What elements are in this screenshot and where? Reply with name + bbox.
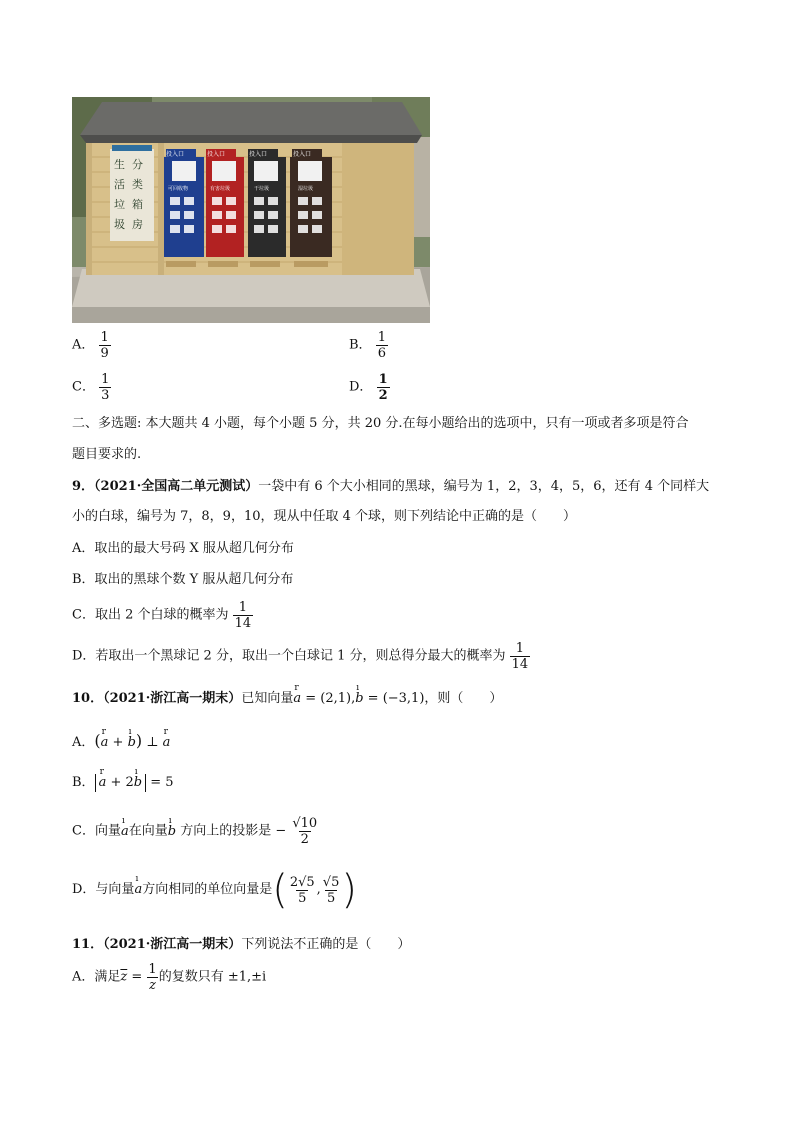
denominator: 3 — [101, 388, 110, 403]
question-number: 9． — [72, 479, 95, 494]
bin-label-3: 投入口 — [249, 151, 268, 158]
denominator: z — [149, 978, 156, 993]
numerator: √10 — [292, 816, 318, 831]
numerator: 1 — [238, 600, 248, 615]
magnitude — [95, 774, 147, 792]
sign-char: 分 — [132, 158, 143, 171]
q10-stem — [72, 690, 502, 708]
denominator: 14 — [511, 657, 529, 672]
q10-option-b — [72, 774, 174, 792]
q9-stem-line2: 小的白球，编号为 7，8，9，10，现从中任取 4 个球，则下列结论中正确的是（ ） — [72, 509, 577, 524]
sign-char: 圾 — [114, 218, 125, 231]
denominator: 5 — [326, 890, 336, 906]
vector-a: ı a — [134, 881, 142, 899]
option-label: C． — [72, 379, 95, 395]
stem-text: = (2,1), — [301, 691, 356, 706]
fraction — [510, 641, 531, 672]
option-text: 的复数只有 ±1,±i — [158, 969, 267, 985]
option-label: D． — [349, 379, 373, 395]
vector-b: ı b — [128, 734, 136, 752]
fraction — [321, 875, 342, 906]
bin-name-dry: 干垃圾 — [254, 186, 270, 192]
sign-char: 房 — [132, 218, 143, 231]
section2-header-line1: 二、多选题: 本大题共 4 小题，每个小题 5 分，共 20 分.在每小题给出的选项中，只有一项或者多项是符合 — [72, 416, 689, 431]
option-text: D．与向量 — [72, 882, 135, 897]
vector-a: r a — [101, 734, 109, 752]
fraction — [233, 600, 254, 631]
question-stem: 一袋中有 6 个大小相同的黑球，编号为 1，2，3，4，5，6，还有 4 个同样大 — [258, 479, 710, 494]
q10-option-a — [72, 732, 170, 752]
paren: ) — [341, 867, 357, 913]
q10-option-d — [72, 867, 357, 913]
denominator: 5 — [298, 890, 307, 906]
option-label: A． — [72, 337, 95, 353]
operator: = — [127, 969, 147, 985]
numerator: √5 — [322, 874, 340, 890]
sign-text — [114, 155, 154, 235]
bin-name-harmful: 有害垃圾 — [210, 186, 231, 192]
numerator: 2√5 — [289, 874, 315, 890]
sign-char: 活 — [114, 178, 125, 191]
q9-option-b: B．取出的黑球个数 Y 服从超几何分布 — [72, 572, 294, 587]
bin-name-recycle: 可回收物 — [168, 186, 189, 192]
question-source: （2021·浙江高一期末） — [103, 691, 242, 706]
numerator: 1 — [515, 641, 525, 656]
denominator: 2 — [378, 388, 388, 403]
option-label: B． — [349, 337, 372, 353]
numerator: 1 — [378, 372, 388, 387]
stem-text: ，则（ ） — [424, 691, 503, 706]
vector-b: ı b — [134, 774, 142, 792]
vector-a: r a — [99, 774, 107, 792]
section2-header-line2: 题目要求的. — [72, 447, 142, 462]
q10-option-c — [72, 816, 319, 847]
q9-option-d — [72, 641, 530, 672]
paren: ) — [135, 731, 143, 750]
question-source: （2021·全国高二单元测试） — [94, 479, 259, 494]
bin-label-2: 投入口 — [207, 151, 226, 158]
vector-b: ı b — [355, 690, 363, 708]
q9-option-c — [72, 600, 253, 631]
vector-a: ı a — [121, 823, 129, 841]
option-label: B． — [72, 775, 95, 790]
bin-name-wet: 湿垃圾 — [298, 186, 314, 192]
paren: ( — [272, 867, 288, 913]
question-number: 11． — [72, 937, 104, 952]
fraction — [376, 330, 388, 361]
paren: ( — [94, 731, 101, 750]
q8-option-a — [72, 330, 111, 361]
bin-label-4: 投入口 — [293, 151, 312, 158]
garbage-sorting-house-photo — [72, 97, 430, 323]
question-source: （2021·浙江高一期末） — [103, 937, 242, 952]
q9-stem-line1 — [72, 478, 709, 496]
question-stem: 下列说法不正确的是（ ） — [241, 937, 411, 952]
option-text: C．向量 — [72, 823, 121, 839]
sign-char: 箱 — [132, 198, 143, 211]
vector-b: ı b — [168, 823, 176, 841]
numerator: 1 — [148, 962, 157, 977]
fraction — [146, 962, 158, 993]
option-text: 方向相同的单位向量是 — [142, 882, 273, 897]
option-text: A．满足 — [72, 969, 121, 985]
fraction — [99, 330, 111, 361]
operator: = 5 — [146, 775, 174, 790]
conjugate-z: $\overline{z}$ — [120, 969, 128, 985]
denominator: 2 — [300, 832, 309, 847]
q8-option-b — [349, 330, 388, 361]
vector-a: r a — [293, 690, 301, 708]
question-number: 10． — [72, 691, 104, 706]
operator: + — [108, 735, 128, 750]
comma: , — [316, 882, 321, 897]
numerator: 1 — [377, 330, 386, 345]
option-text: D．若取出一个黑球记 2 分，取出一个白球记 1 分，则总得分最大的概率为 — [72, 648, 506, 664]
option-text: C．取出 2 个白球的概率为 — [72, 607, 229, 623]
denominator: 9 — [100, 346, 109, 361]
q8-option-c — [72, 372, 111, 403]
vector-a: r a — [163, 734, 171, 752]
sign-char: 生 — [114, 158, 125, 171]
denominator: 6 — [377, 346, 386, 361]
fraction — [99, 372, 111, 403]
numerator: 1 — [100, 330, 109, 345]
option-text: 方向上的投影是 − — [176, 823, 287, 839]
q11-stem — [72, 936, 410, 954]
option-label: A． — [72, 735, 95, 750]
fraction — [290, 816, 319, 847]
sign-char: 类 — [132, 178, 143, 191]
fraction — [288, 875, 317, 906]
fraction — [377, 372, 390, 403]
q8-option-d — [349, 372, 390, 403]
denominator: 14 — [234, 616, 252, 631]
operator: ⊥ — [142, 735, 163, 750]
operator: + 2 — [106, 775, 134, 790]
q11-option-a — [72, 962, 266, 993]
option-text: 在向量 — [128, 823, 168, 839]
numerator: 1 — [101, 372, 110, 387]
bin-label-1: 投入口 — [166, 151, 185, 158]
sign-char: 垃 — [114, 198, 125, 211]
q9-option-a: A．取出的最大号码 X 服从超几何分布 — [72, 541, 294, 556]
stem-text: = (−3,1) — [363, 691, 425, 706]
stem-text: 已知向量 — [241, 691, 294, 706]
